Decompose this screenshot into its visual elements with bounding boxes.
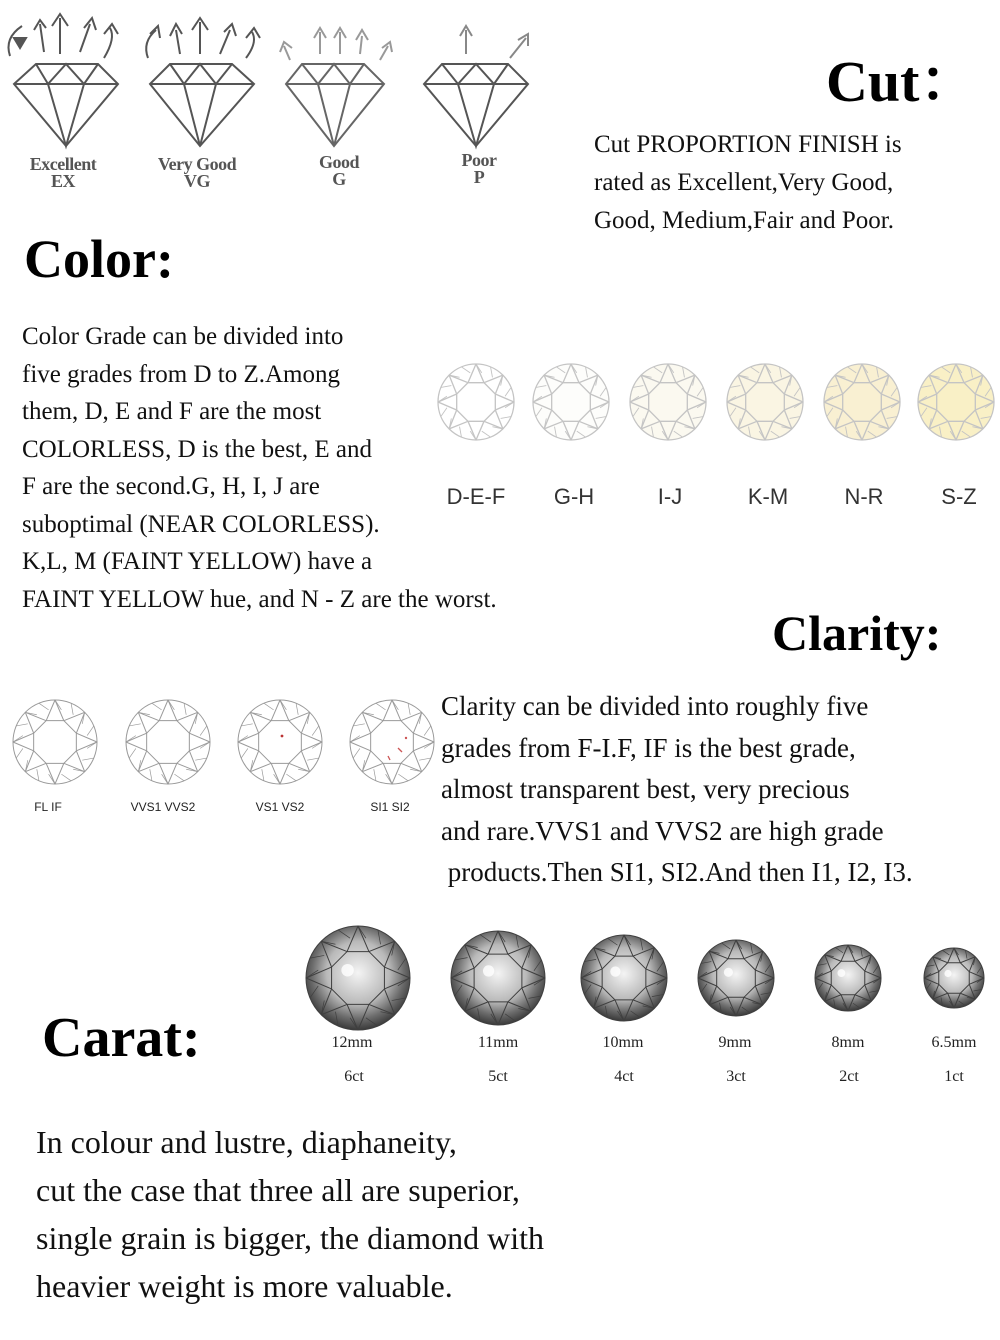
cut-diagram-excellent: [9, 14, 119, 146]
color-gem: [438, 364, 514, 440]
cut-description: Cut PROPORTION FINISH is rated as Excellent,Very Good, Good, Medium,Fair and Poor.: [594, 131, 902, 234]
clarity-gem: [238, 700, 322, 784]
carat-gem-row: [290, 916, 1000, 1036]
carat-mm-label: 10mm: [602, 1034, 644, 1051]
cut-diagrams: [0, 8, 560, 198]
cut-title: Cut：: [826, 49, 978, 114]
cut-grade-good: Good G: [318, 152, 359, 189]
clarity-grade-label: FL IF: [34, 800, 62, 814]
clarity-gem: [126, 700, 210, 784]
color-grade-label: K-M: [747, 484, 789, 509]
cut-grade-excellent: Excellent EX: [29, 154, 97, 191]
color-grade-label: D-E-F: [446, 484, 506, 509]
carat-gem: [306, 926, 410, 1030]
color-gem: [918, 364, 994, 440]
color-gem: [824, 364, 900, 440]
carat-gem: [815, 945, 881, 1011]
color-grade-label: S-Z: [941, 484, 977, 509]
color-grade-label: I-J: [657, 484, 683, 509]
carat-mm-label: 8mm: [831, 1034, 865, 1051]
clarity-description: Clarity can be divided into roughly five grades from F-I.F, IF is the best grade, almost transparent best, very precious and rare.VVS1 and VVS2 are high grade products.Then SI1, SI2.And then I1, I2, I3.: [441, 691, 913, 887]
clarity-grade-label: VVS1 VVS2: [130, 800, 196, 814]
clarity-gem-row: [0, 690, 440, 800]
carat-ct-label: 3ct: [726, 1068, 746, 1085]
carat-mm-label: 11mm: [477, 1034, 519, 1051]
carat-ct-label: 2ct: [839, 1068, 859, 1085]
color-gem: [533, 364, 609, 440]
carat-ct-label: 5ct: [488, 1068, 508, 1085]
color-gem: [727, 364, 803, 440]
color-gem: [630, 364, 706, 440]
color-grade-label: G-H: [553, 484, 595, 509]
carat-description: In colour and lustre, diaphaneity, cut the case that three all are superior, single grain is bigger, the diamond with heavier weight is more valuable.: [36, 1124, 544, 1304]
cut-diagram-graphic: [0, 8, 560, 158]
carat-ct-label: 1ct: [944, 1068, 964, 1085]
carat-ct-label: 4ct: [614, 1068, 634, 1085]
color-scale: [430, 356, 1000, 526]
clarity-grade-label: SI1 SI2: [370, 800, 410, 814]
carat-gem: [581, 935, 667, 1021]
clarity-gem: [13, 700, 97, 784]
carat-mm-label: 6.5mm: [931, 1034, 977, 1051]
cut-diagram-poor: [424, 26, 528, 146]
cut-diagram-good: [280, 28, 392, 146]
color-description: Color Grade can be divided into five grades from D to Z.Among them, D, E and F are the most COLORLESS, D is the best, E and F are the second.G, H, I, J are suboptimal (NEAR COLORLESS). K,L, M (FAINT YELLOW) have a FAINT YELLOW hue, and N - Z are the worst.: [22, 323, 497, 613]
carat-ct-label: 6ct: [344, 1068, 364, 1085]
carat-mm-label: 9mm: [718, 1034, 752, 1051]
color-grade-label: N-R: [844, 484, 884, 509]
color-title: Color:: [24, 229, 174, 289]
clarity-diagrams: [0, 690, 440, 830]
color-gem-row: [430, 356, 1000, 456]
carat-gem: [451, 931, 545, 1025]
carat-mm-label: 12mm: [331, 1034, 373, 1051]
carat-gem: [698, 940, 774, 1016]
clarity-grade-label: VS1 VS2: [255, 800, 305, 814]
carat-title: Carat:: [42, 1007, 201, 1069]
clarity-gem: [350, 700, 434, 784]
cut-diagram-very-good: [146, 18, 260, 146]
cut-grade-very-good: Very Good VG: [157, 154, 237, 191]
clarity-title: Clarity:: [772, 605, 942, 661]
carat-sizes: [290, 916, 1000, 1106]
carat-gem: [924, 948, 984, 1008]
cut-grade-poor: Poor P: [461, 150, 497, 187]
